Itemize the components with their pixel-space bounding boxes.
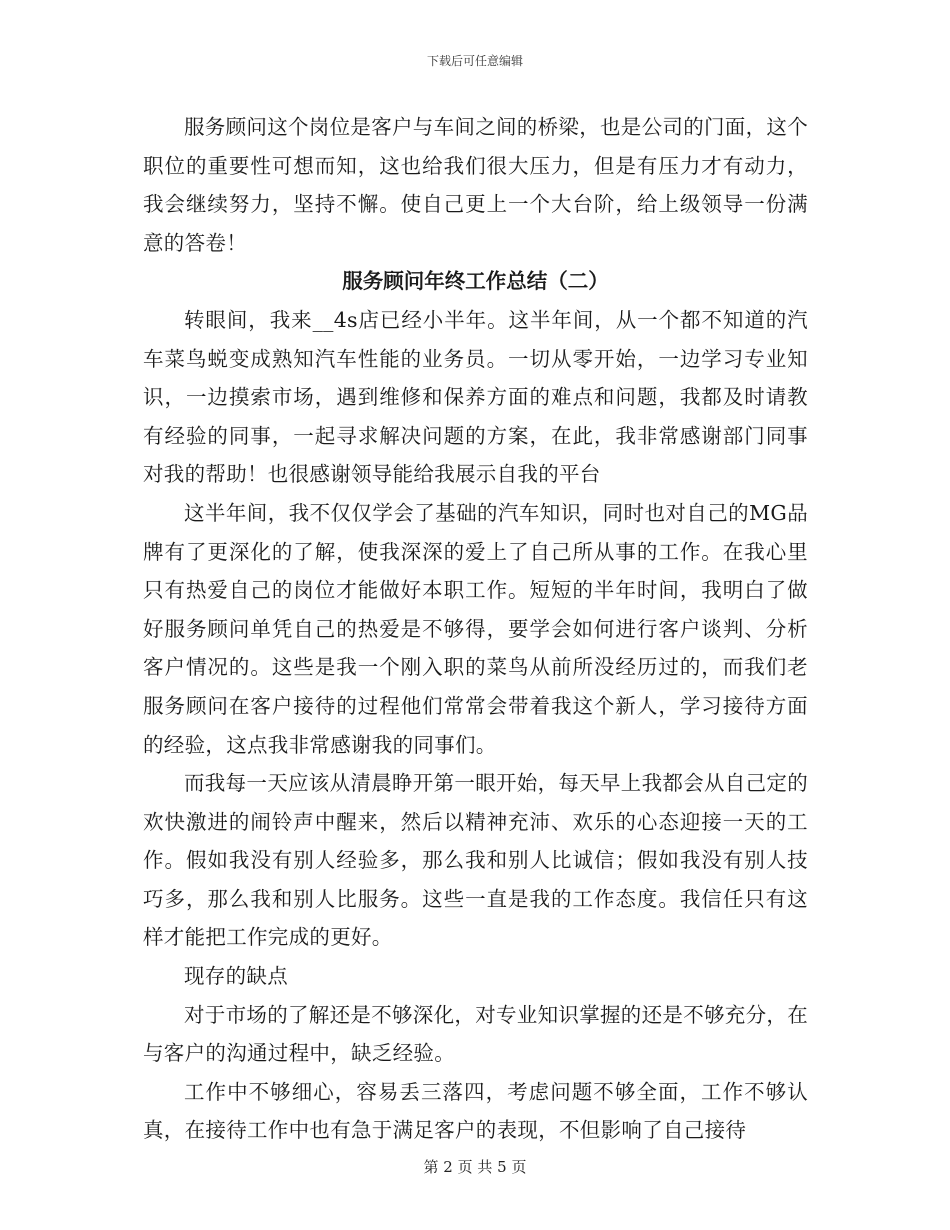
paragraph-1: 转眼间，我来__4s店已经小半年。这半年间，从一个都不知道的汽车菜鸟蜕变成熟知汽车性能的业务员。一切从零开始，一边学习专业知识，一边摸索市场，遇到维修和保养方面的难点和问题，我都及时请教有经验的同事，一起寻求解决问题的方案，在此，我非常感谢部门同事对我的帮助！也很感谢领导能给我展示自我的平台 (143, 307, 808, 487)
paragraph-5: 工作中不够细心，容易丢三落四，考虑问题不够全面，工作不够认真，在接待工作中也有急于满足客户的表现，不但影响了自己接待 (143, 1079, 808, 1143)
header-note: 下载后可任意编辑 (426, 54, 523, 68)
paragraph-2: 这半年间，我不仅仅学会了基础的汽车知识，同时也对自己的MG品牌有了更深化的了解，使我深深的爱上了自己所从事的工作。在我心里只有热爱自己的岗位才能做好本职工作。短短的半年时间，我明白了做好服务顾问单凭自己的热爱是不够得，要学会如何进行客户谈判、分析客户情况的。这些是我一个刚入职的菜鸟从前所没经历过的，而我们老服务顾问在客户接待的过程他们常常会带着我这个新人，学习接待方面的经验，这点我非常感谢我的同事们。 (143, 500, 808, 757)
section-title: 服务顾问年终工作总结（二） (342, 269, 609, 294)
paragraph-intro: 服务顾问这个岗位是客户与车间之间的桥梁，也是公司的门面，这个职位的重要性可想而知，这也给我们很大压力，但是有压力才有动力，我会继续努力，坚持不懈。使自己更上一个大台阶，给上级领导一份满意的答卷！ (143, 115, 808, 255)
paragraph-3: 而我每一天应该从清晨睁开第一眼开始，每天早上我都会从自己定的欢快激进的闹铃声中醒来，然后以精神充沛、欢乐的心态迎接一天的工作。假如我没有别人经验多，那么我和别人比诚信；假如我没有别人技巧多，那么我和别人比服务。这些一直是我的工作态度。我信任只有这样才能把工作完成的更好。 (143, 771, 808, 950)
paragraph-4: 对于市场的了解还是不够深化，对专业知识掌握的还是不够充分，在与客户的沟通过程中，缺乏经验。 (143, 1002, 808, 1066)
page-number: 第 2 页 共 5 页 (423, 1158, 527, 1176)
subheading-shortcomings: 现存的缺点 (184, 964, 288, 989)
document-body (143, 108, 808, 1150)
